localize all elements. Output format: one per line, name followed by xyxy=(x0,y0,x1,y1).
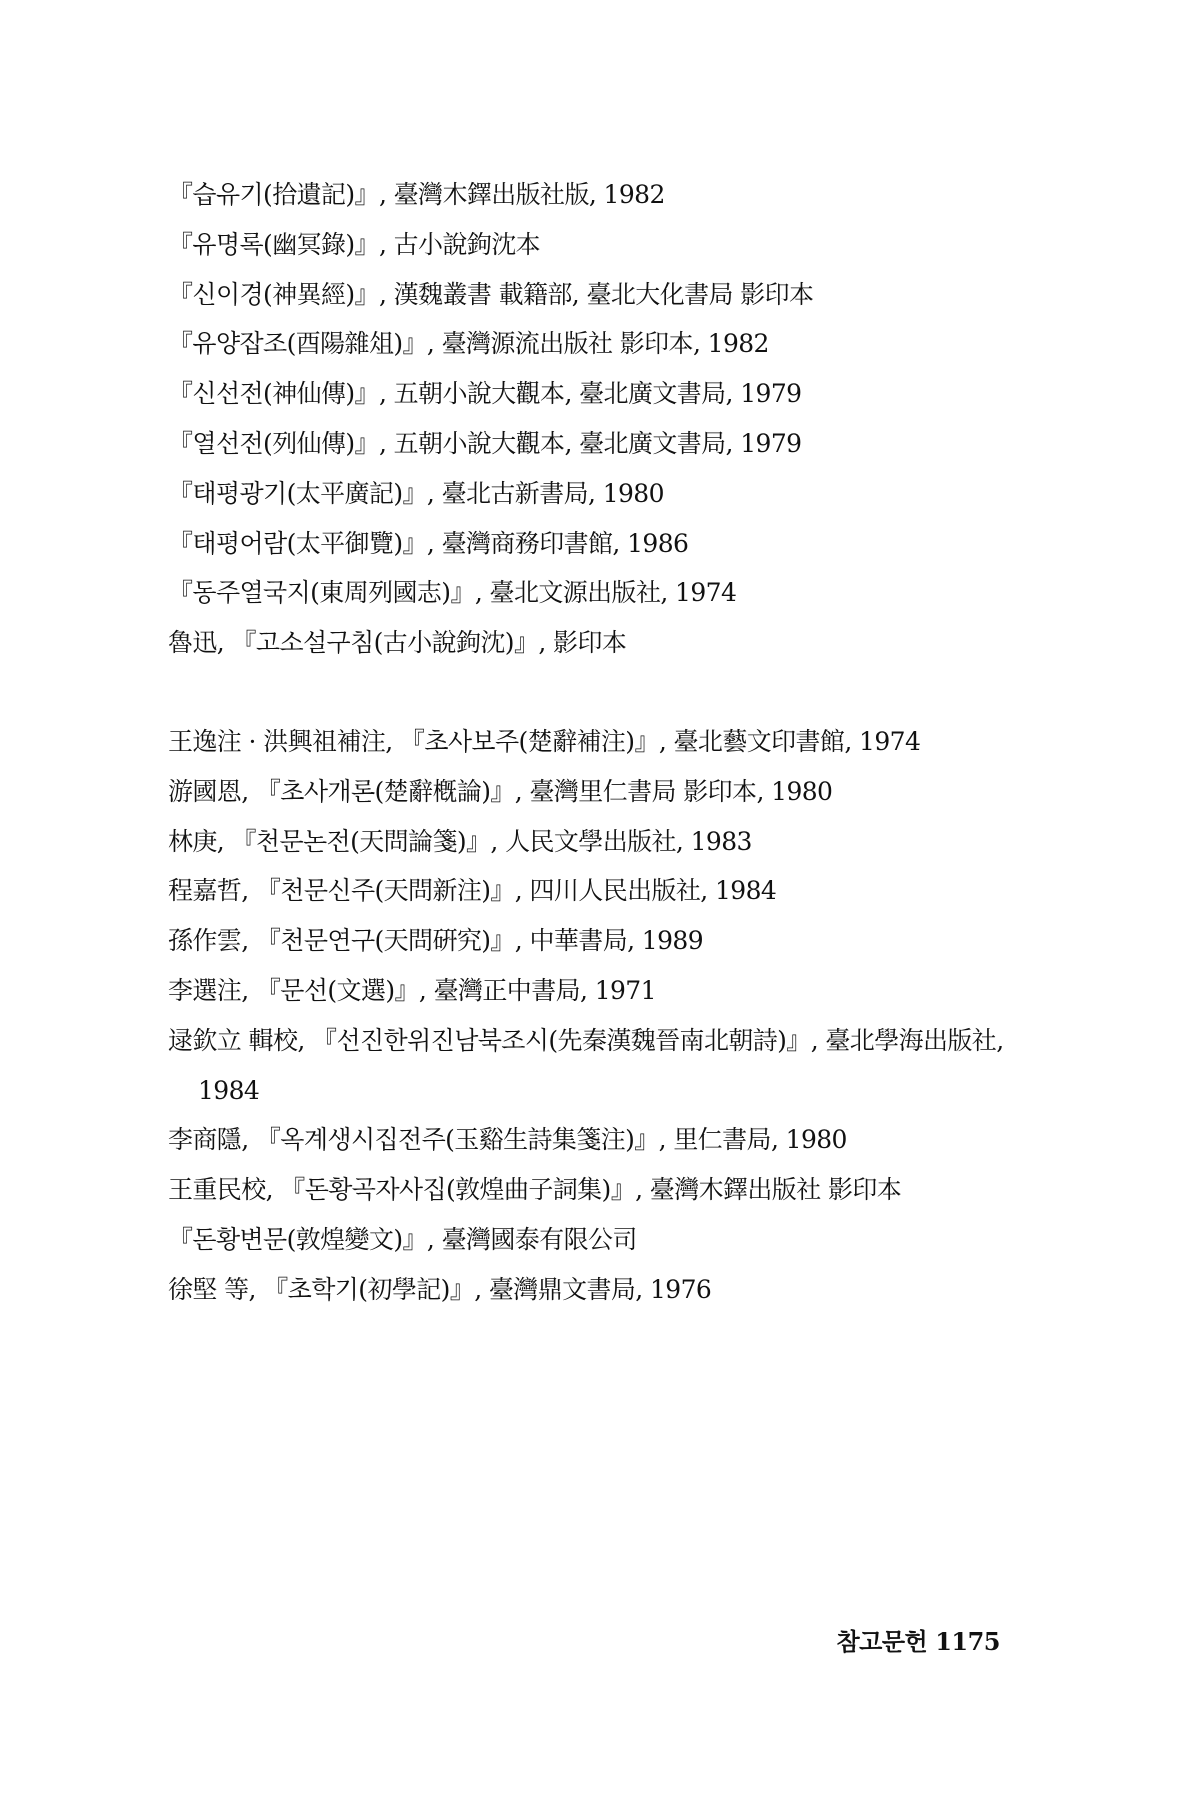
page-number: 1175 xyxy=(935,1627,1000,1656)
reference-entry: 『돈황변문(敦煌變文)』, 臺灣國泰有限公司 xyxy=(168,1224,637,1254)
reference-entry: 王重民校, 『돈황곡자사집(敦煌曲子詞集)』, 臺灣木鐸出版社 影印本 xyxy=(168,1175,902,1205)
reference-entry: 『태평광기(太平廣記)』, 臺北古新書局, 1980 xyxy=(168,478,664,508)
page-footer xyxy=(836,1622,1000,1657)
reference-entry: 林庚, 『천문논전(天問論箋)』, 人民文學出版社, 1983 xyxy=(168,826,752,856)
reference-entry: 『유명록(幽冥錄)』, 古小說鉤沈本 xyxy=(168,229,541,259)
running-footer-title: 참고문헌 xyxy=(836,1627,928,1656)
reference-entry: 『유양잡조(酉陽雜俎)』, 臺灣源流出版社 影印本, 1982 xyxy=(168,329,769,359)
reference-entry: 『태평어람(太平御覽)』, 臺灣商務印書館, 1986 xyxy=(168,528,689,558)
reference-entry: 『습유기(拾遺記)』, 臺灣木鐸出版社版, 1982 xyxy=(168,180,665,209)
reference-list-classical-sources xyxy=(168,170,1048,668)
reference-entry: 魯迅, 『고소설구침(古小說鉤沈)』, 影印本 xyxy=(168,628,627,658)
reference-entry: 李選注, 『문선(文選)』, 臺灣正中書局, 1971 xyxy=(168,975,656,1005)
reference-entry: 孫作雲, 『천문연구(天問硏究)』, 中華書局, 1989 xyxy=(168,926,704,956)
reference-entry: 李商隱, 『옥계생시집전주(玉谿生詩集箋注)』, 里仁書局, 1980 xyxy=(168,1125,847,1155)
reference-entry: 逯欽立 輯校, 『선진한위진남북조시(先秦漢魏晉南北朝詩)』, 臺北學海出版社, 1984 xyxy=(168,1025,1004,1105)
reference-entry: 游國恩, 『초사개론(楚辭槪論)』, 臺灣里仁書局 影印本, 1980 xyxy=(168,776,833,806)
reference-entry: 王逸注 · 洪興祖補注, 『초사보주(楚辭補注)』, 臺北藝文印書館, 1974 xyxy=(168,727,921,756)
reference-entry: 程嘉哲, 『천문신주(天問新注)』, 四川人民出版社, 1984 xyxy=(168,876,777,906)
reference-entry: 『신이경(神異經)』, 漢魏叢書 載籍部, 臺北大化書局 影印本 xyxy=(168,279,814,309)
reference-entry: 『열선전(列仙傳)』, 五朝小說大觀本, 臺北廣文書局, 1979 xyxy=(168,428,802,458)
reference-entry: 『동주열국지(東周列國志)』, 臺北文源出版社, 1974 xyxy=(168,578,737,608)
reference-entry: 『신선전(神仙傳)』, 五朝小說大觀本, 臺北廣文書局, 1979 xyxy=(168,379,802,409)
reference-entry: 徐堅 等, 『초학기(初學記)』, 臺灣鼎文書局, 1976 xyxy=(168,1274,712,1304)
reference-list-literary-studies xyxy=(168,717,1048,1315)
